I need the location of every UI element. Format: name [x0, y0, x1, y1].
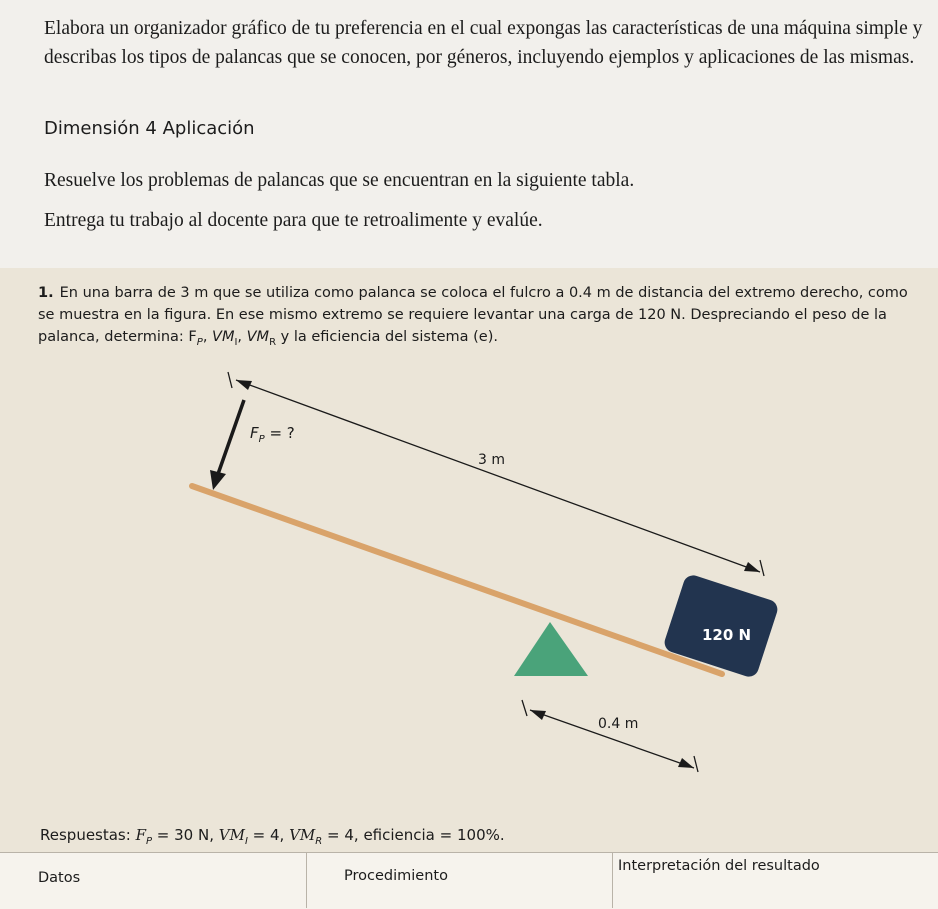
table-header-interpretacion: Interpretación del resultado [618, 858, 820, 874]
force-arrow [210, 400, 244, 490]
problem-text-tail: y la eficiencia del sistema (e). [280, 329, 498, 345]
fulcrum-triangle [514, 622, 588, 676]
length-dimension [228, 372, 764, 576]
lever-diagram [0, 360, 938, 800]
length-label: 3 m [478, 452, 505, 468]
instruction-line-2: Entrega tu trabajo al docente para que te retroalimente y evalúe. [44, 210, 543, 231]
lever-bar [192, 486, 722, 674]
answers-line: Respuestas: $F_P = 30$ N, $VM_I = 4$, $VM_R = 4$, eficiencia = 100%. [40, 826, 505, 847]
table-column-separator [306, 852, 307, 908]
table-header-datos: Datos [38, 870, 81, 886]
fulcrum-distance-label: 0.4 m [598, 716, 639, 732]
answers-prefix: Respuestas: [40, 826, 136, 844]
table-column-separator [612, 852, 613, 908]
table-header-procedimiento: Procedimiento [344, 868, 448, 884]
force-label: $F_P$ = ? [250, 424, 295, 445]
problem-number: 1. [38, 285, 54, 301]
load-label: 120 N [702, 626, 752, 644]
fulcrum-distance-dimension [522, 700, 698, 772]
instruction-line-1: Resuelve los problemas de palancas que se encuentran en la siguiente tabla. [44, 170, 635, 191]
intro-paragraph: Elabora un organizador gráfico de tu preferencia en el cual expongas las características de una máquina simple y describas los tipos de palancas que se conocen, por géneros, incluyendo ejemplos y aplicaciones de las mismas. [44, 18, 923, 68]
problem-statement: 1. En una barra de 3 m que se utiliza como palanca se coloca el fulcro a 0.4 m de distancia del extremo derecho, como se muestra en la figura. En ese mismo extremo se requiere levantar una carga de 120 N. Despreciando el peso de la palanca, determina: $F_P$, $VM_I$, $VM_R$ y la eficiencia del sistema (e). [38, 285, 908, 348]
dimension-title: Dimensión 4 Aplicación [44, 118, 255, 139]
problem-text: En una barra de 3 m que se utiliza como palanca se coloca el fulcro a 0.4 m de distancia del extremo derecho, como se muestra en la figura. En ese mismo extremo se requiere levantar una carga de 120 N. Despreciando el peso de la palanca, determina: F [38, 285, 908, 345]
